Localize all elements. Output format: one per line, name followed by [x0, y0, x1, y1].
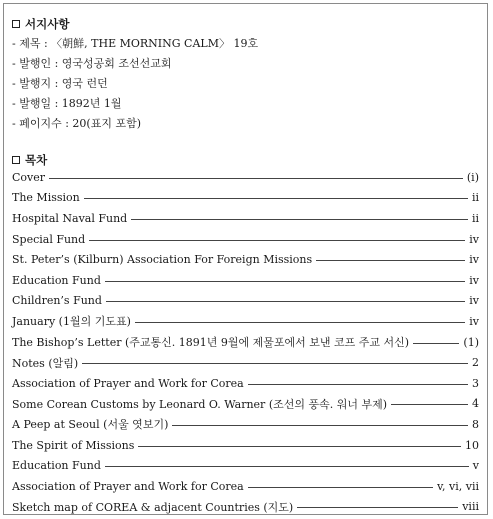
toc-entry — [12, 249, 479, 270]
toc-entry-title: St. Peter’s (Kilburn) Association For Foreign Missions — [12, 253, 313, 267]
toc-entry — [12, 352, 479, 373]
toc-entry-title: The Mission — [12, 191, 80, 205]
toc-entry-page: iv — [469, 232, 479, 246]
toc-entry — [12, 455, 479, 476]
toc-leader-line — [49, 178, 463, 179]
toc-entry — [12, 373, 479, 394]
toc-entry — [12, 497, 479, 518]
toc-entry-page: iv — [469, 253, 479, 267]
toc-leader-line — [84, 198, 468, 199]
toc-entry-title: Cover — [12, 170, 46, 184]
toc-entry-title: Education Fund — [12, 459, 101, 473]
toc-leader-line — [297, 507, 458, 508]
toc-entry — [12, 188, 479, 209]
toc-entry-page: ii — [471, 211, 479, 225]
toc-entry — [12, 476, 479, 497]
toc-entry-page: 3 — [472, 376, 479, 390]
bibliography-heading — [12, 16, 69, 32]
toc-entry-title: Hospital Naval Fund — [12, 211, 128, 225]
toc-entry — [12, 270, 479, 291]
toc-entry — [12, 394, 479, 415]
contents-heading-text: 목차 — [25, 153, 48, 167]
table-of-contents — [12, 167, 479, 517]
toc-entry-page: 4 — [472, 397, 479, 411]
toc-entry-title: Education Fund — [12, 273, 101, 287]
bibliography-publisher-line: - 발행인 : 영국성공회 조선선교회 — [12, 57, 172, 70]
toc-entry — [12, 167, 479, 188]
toc-entry-title: Notes (알림) — [12, 356, 79, 370]
toc-entry — [12, 435, 479, 456]
toc-leader-line — [105, 466, 469, 467]
toc-entry-title: Association of Prayer and Work for Corea — [12, 376, 244, 390]
toc-entry-title: Association of Prayer and Work for Corea — [12, 479, 244, 493]
toc-entry-title: The Bishop’s Letter (주교통신. 1891년 9월에 제물포에서 보낸 코프 주교 서신) — [12, 336, 410, 350]
toc-leader-line — [89, 240, 465, 241]
document-frame — [3, 3, 488, 515]
toc-leader-line — [106, 301, 465, 302]
toc-entry-page: (1) — [463, 335, 479, 349]
toc-entry-page: v — [472, 459, 479, 473]
toc-entry-page: 2 — [472, 356, 479, 370]
toc-entry-page: v, vi, vii — [437, 479, 479, 493]
toc-entry-title: Some Corean Customs by Leonard O. Warner (조선의 풍속. 워너 부제) — [12, 397, 388, 411]
toc-leader-line — [131, 219, 468, 220]
bibliography-date-line: - 발행일 : 1892년 1월 — [12, 97, 122, 110]
toc-entry — [12, 229, 479, 250]
toc-entry-page: iv — [469, 314, 479, 328]
toc-entry-page: (i) — [466, 170, 479, 184]
toc-entry-page: iv — [469, 273, 479, 287]
toc-leader-line — [172, 425, 468, 426]
toc-leader-line — [248, 487, 433, 488]
toc-entry-title: A Peep at Seoul (서울 엿보기) — [12, 418, 169, 432]
toc-leader-line — [316, 260, 465, 261]
toc-leader-line — [413, 343, 459, 344]
toc-leader-line — [138, 446, 461, 447]
checkbox-square-icon — [12, 20, 20, 28]
contents-heading — [12, 152, 47, 168]
toc-entry — [12, 291, 479, 312]
toc-leader-line — [135, 322, 465, 323]
toc-entry — [12, 414, 479, 435]
toc-leader-line — [391, 404, 468, 405]
toc-entry-title: Sketch map of COREA & adjacent Countries (지도) — [12, 500, 294, 514]
bibliography-heading-text: 서지사항 — [25, 17, 70, 31]
checkbox-square-icon — [12, 156, 20, 164]
toc-entry — [12, 311, 479, 332]
bibliography-pages-line: - 페이지수 : 20(표지 포함) — [12, 117, 141, 130]
toc-entry-page: viii — [462, 500, 479, 514]
toc-entry-page: 8 — [472, 417, 479, 431]
toc-leader-line — [248, 384, 468, 385]
bibliography-place-line: - 발행지 : 영국 런던 — [12, 77, 108, 90]
toc-entry-title: Special Fund — [12, 232, 86, 246]
bibliography-title-line: - 제목 : 〈朝鮮, THE MORNING CALM〉 19호 — [12, 37, 259, 50]
toc-entry-title: Children’s Fund — [12, 294, 102, 308]
toc-entry-page: 10 — [465, 438, 479, 452]
toc-entry-title: The Spirit of Missions — [12, 438, 135, 452]
toc-entry-page: iv — [469, 294, 479, 308]
toc-entry — [12, 208, 479, 229]
toc-entry-title: January (1월의 기도표) — [12, 315, 131, 329]
toc-leader-line — [105, 281, 465, 282]
toc-entry-page: ii — [471, 191, 479, 205]
toc-leader-line — [82, 363, 468, 364]
toc-entry — [12, 332, 479, 353]
